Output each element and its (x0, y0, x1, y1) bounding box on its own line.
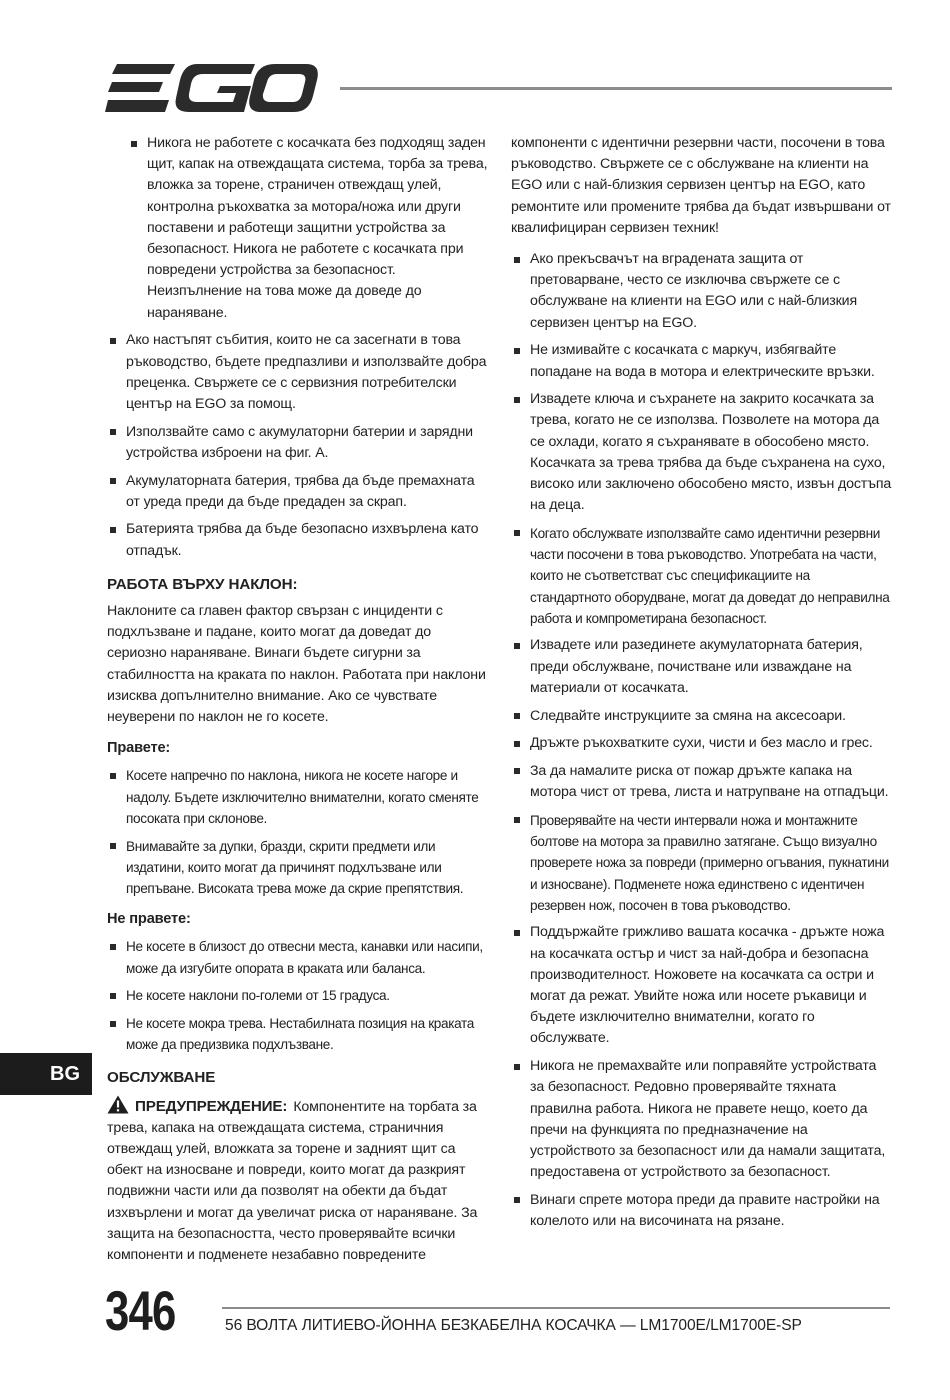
list-item: Дръжте ръкохватките сухи, чисти и без масло и грес. (511, 733, 893, 754)
list-item: Батерията трябва да бъде безопасно изхвърлена като отпадък. (107, 519, 489, 561)
general-safety-list (107, 330, 489, 562)
list-item: Никога не премахвайте или поправяйте устройствата за безопасност. Редовно проверявайте тяхната правилна работа. Никога не правете нещо, което да пречи на функцията по предназначение на устройството за безопасност или да намали защитата, предоставена от устройството за безопасност. (511, 1056, 893, 1183)
header-rule (340, 87, 892, 90)
do-list (107, 765, 489, 899)
list-item: Използвайте само с акумулаторни батерии и зарядни устройства изброени на фиг. А. (107, 422, 489, 464)
list-item: Внимавайте за дупки, бразди, скрити предмети или издатини, които могат да причинят подхлъзване или препъване. Високата трева може да скрие препятствия. (107, 836, 489, 900)
list-item: Ако прекъсвачът на вградената защита от претоварване, често се изключва свържете се с обслужване на клиенти на EGO или с най-близкия сервизен център на EGO. (511, 249, 893, 334)
list-item: Не косете мокра трева. Нестабилната позиция на краката може да предизвика подхлъзване. (107, 1013, 489, 1055)
list-item: Следвайте инструкциите за смяна на аксесоари. (511, 706, 893, 727)
maintenance-list-d (511, 810, 893, 916)
service-section-title: ОБСЛУЖВАНЕ (107, 1069, 216, 1087)
language-tab: BG (0, 1053, 92, 1095)
list-item: Извадете или разединете акумулаторната батерия, преди обслужване, почистване или изваждане на материали от косачката. (511, 635, 893, 699)
list-item: Винаги спрете мотора преди да правите настройки на колелото или на височината на рязане. (511, 1190, 893, 1232)
list-item: Ако настъпят събития, които не са засегнати в това ръководство, бъдете предпазливи и използвайте добра преценка. Свържете се с сервизния потребителски център на EGO за помощ. (107, 330, 489, 415)
safety-devices-list (107, 133, 489, 324)
maintenance-list-e (511, 922, 893, 1232)
slope-section-title: РАБОТА ВЪРХУ НАКЛОН: (107, 575, 298, 593)
maintenance-list-a (511, 249, 893, 516)
right-column (511, 133, 893, 1239)
dont-list (107, 936, 489, 1055)
list-item: Акумулаторната батерия, трябва да бъде премахната от уреда преди да бъде предаден за скрап. (107, 471, 489, 513)
left-column (107, 133, 489, 1266)
warning-block (107, 1095, 489, 1267)
slope-paragraph: Наклоните са главен фактор свързан с инциденти с подхлъзване и падане, които могат да доведат до сериозно нараняване. Винаги бъдете сигурни за стабилността на краката по наклон. Работата при наклони изисква допълнително внимание. Ако се чувствате неуверени по наклон не го косете. (107, 603, 486, 726)
list-item: Не косете наклони по-големи от 15 градуса. (107, 985, 489, 1006)
footer-rule (222, 1307, 890, 1309)
list-item: Никога не работете с косачката без подходящ заден щит, капак на отвеждащата система, торба за трева, вложка за торене, страничен отвеждащ улей, контролна ръкохватка за мотора/ножа или други поставени и работещи защитни устройства за безопасност. Никога не работете с косачката при повредени устройства за безопасност. Неизпълнение на това може да доведе до нараняване. (128, 133, 489, 324)
list-item: Извадете ключа и съхранете на закрито косачката за трева, когато не се използва. Позволете на мотора да се охлади, когато я съхранявате в обособено място. Косачката за трева трябва да бъде съхранена на сухо, високо или заключено обособено място, извън достъпа на деца. (511, 389, 893, 516)
warning-text: Компонентите на торбата за трева, капака на отвеждащата система, страничния отвеждащ улей, вложката за торене и задният щит са обект на износване и повреди, които могат да разкрият подвижни части или да позволят на обекти да бъдат изхвърлени и могат да увеличат риска от нараняване. За защита на безопасността, често проверявайте всички компоненти и подменете незабавно повредените (107, 1098, 478, 1264)
do-subtitle: Правете: (107, 740, 171, 757)
list-item: Поддържайте грижливо вашата косачка - дръжте ножа на косачката остър и чист за най-добра и безопасна производителност. Ножовете на косачката са остри и могат да режат. Увийте ножа или носете ръкавици и бъдете изключително внимателни, когато го обслужвате. (511, 922, 893, 1049)
warning-triangle-icon (107, 1095, 129, 1114)
list-item: Косете напречно по наклона, никога не косете нагоре и надолу. Бъдете изключително внимателни, когато сменяте посоката при склонове. (107, 765, 489, 829)
list-item: За да намалите риска от пожар дръжте капака на мотора чист от трева, листа и натрупване на отпадъци. (511, 761, 893, 803)
page-number: 346 (105, 1279, 176, 1342)
dont-subtitle: Не правете: (107, 911, 191, 928)
footer-text: 56 ВОЛТА ЛИТИЕВО-ЙОННА БЕЗКАБЕЛНА КОСАЧКА — LM1700E/LM1700E-SP (225, 1317, 802, 1334)
warning-label: ПРЕДУПРЕЖДЕНИЕ: (135, 1097, 288, 1115)
list-item: Проверявайте на чести интервали ножа и монтажните болтове на мотора за правилно затягане. Също визуално проверете ножа за повреди (примерно огъвания, пукнатини и износване). Подменете ножа единствено с идентичен резервен нож, посочен в това ръководство. (511, 810, 893, 916)
list-item: Не измивайте с косачката с маркуч, избягвайте попадане на вода в мотора и електрическите връзки. (511, 340, 893, 382)
maintenance-list-c (511, 635, 893, 803)
maintenance-list-b (511, 523, 893, 629)
list-item: Не косете в близост до отвесни места, канавки или насипи, може да изгубите опората в краката или баланса. (107, 936, 489, 978)
list-item: Когато обслужвате използвайте само идентични резервни части посочени в това ръководство. Употребата на части, които не съответстват със спецификациите на стандартното оборудване, могат да доведат до неправилна работа и компрометирана безопасност. (511, 523, 893, 629)
continued-paragraph: компоненти с идентични резервни части, посочени в това ръководство. Свържете се с обслужване на клиенти на EGO или с най-близкия сервизен център на EGO, като ремонтите или промените трябва да бъдат извършвани от квалифициран сервизен техник! (511, 135, 891, 236)
ego-logo (105, 62, 320, 114)
